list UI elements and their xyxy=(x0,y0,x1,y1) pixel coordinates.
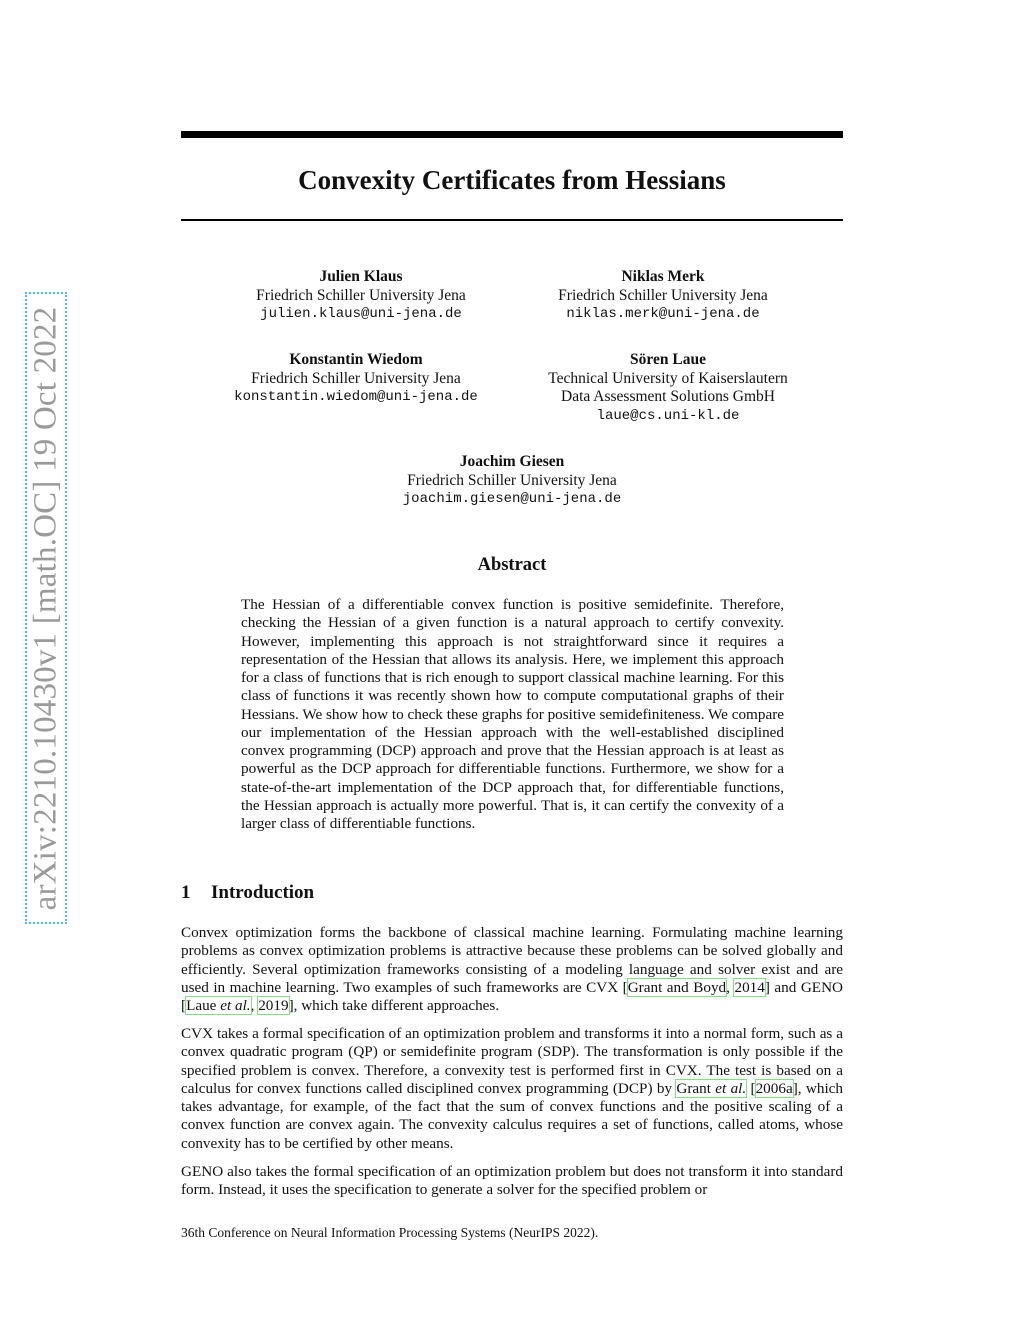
section-number: 1 xyxy=(181,882,191,903)
arxiv-id: arXiv:2210.10430v1 [math.OC] 19 Oct 2022 xyxy=(27,306,64,910)
section-heading xyxy=(181,882,843,904)
citation-etal: et al. xyxy=(220,997,251,1014)
citation-author: Laue xyxy=(186,997,221,1014)
paper-title: Convexity Certificates from Hessians xyxy=(298,165,726,195)
arxiv-stamp xyxy=(25,292,67,924)
author-affiliation-secondary: Data Assessment Solutions GmbH xyxy=(561,388,775,405)
paragraph-text: , xyxy=(726,978,735,996)
author-block xyxy=(498,351,838,425)
citation-link[interactable] xyxy=(676,1080,746,1097)
author-email[interactable]: laue@cs.uni-kl.de xyxy=(596,407,740,424)
author-affiliation: Friedrich Schiller University Jena xyxy=(251,369,461,387)
paragraph-text: [ xyxy=(746,1079,756,1097)
citation-author: Grant xyxy=(676,1079,716,1097)
section-title: Introduction xyxy=(211,882,315,903)
title-rule-bottom xyxy=(181,219,843,221)
citation-link[interactable]: 2019 xyxy=(258,997,289,1014)
author-block xyxy=(493,268,833,324)
citation-link[interactable]: 2014 xyxy=(734,978,765,996)
author-affiliation: Friedrich Schiller University Jena xyxy=(558,286,768,304)
author-block xyxy=(191,268,531,324)
title-rule-top xyxy=(181,131,843,138)
author-block xyxy=(342,453,682,509)
paragraph-text: , xyxy=(250,997,259,1014)
abstract-heading: Abstract xyxy=(477,555,547,575)
citation-link[interactable]: 2006a xyxy=(755,1079,793,1097)
author-email[interactable]: julien.klaus@uni-jena.de xyxy=(260,306,462,322)
intro-paragraph-1 xyxy=(181,924,843,1015)
author-name: Julien Klaus xyxy=(319,268,403,285)
abstract-text: The Hessian of a differentiable convex function is positive semidefinite. Therefore, checking the Hessian of a given function is a natural approach to certify convexity. However, implementing this approach is not straightforward since it requires a representation of the Hessian that allows its analysis. Here, we implement this approach for a class of functions that is rich enough to support classical machine learning. For this class of functions it was recently shown how to compute computational graphs of their Hessians. We show how to check these graphs for positive semidefiniteness. We compare our implementation of the Hessian approach with the well-established disciplined convex programming (DCP) approach and prove that the Hessian approach is at least as powerful as the DCP approach for differentiable functions. Furthermore, we show for a state-of-the-art implementation of the DCP approach that, for differentiable functions, the Hessian approach is actually more powerful. That is, it can certify the convexity of a larger class of differentiable functions. xyxy=(241,596,784,832)
author-name: Niklas Merk xyxy=(621,268,705,285)
citation-etal: et al. xyxy=(715,1079,747,1097)
conference-footnote: 36th Conference on Neural Information Processing Systems (NeurIPS 2022). xyxy=(181,1225,599,1240)
author-name: Konstantin Wiedom xyxy=(289,351,423,368)
paragraph-text: ] and GENO [ xyxy=(181,978,844,1014)
paragraph-text: ], which takes advantage, for example, of the fact that the sum of convex functions and the positive scaling of a convex function are convex again. The convexity calculus requires a set of functions, called atoms, whose convexity has to be certified by other means. xyxy=(181,1079,843,1152)
intro-paragraph-2 xyxy=(181,1025,843,1153)
author-name: Sören Laue xyxy=(630,351,706,368)
paragraph-text: Convex optimization forms the backbone of classical machine learning. Formulating machine learning problems as convex optimization problems is attractive because these problems can be solved globally and efficiently. Several optimization frameworks consisting of a modeling language and solver exist and are used in machine learning. Two examples of such frameworks are CVX [ xyxy=(181,924,843,996)
paragraph-text: ], which take different approaches. xyxy=(288,997,500,1014)
author-email[interactable]: konstantin.wiedom@uni-jena.de xyxy=(234,389,478,405)
citation-link[interactable]: Grant and Boyd xyxy=(627,978,727,996)
intro-paragraph-3: GENO also takes the formal specification of an optimization problem but does not transform it into standard form. Instead, it uses the specification to generate a solver for the specified problem or xyxy=(181,1163,843,1199)
author-block xyxy=(186,351,526,407)
author-affiliation: Friedrich Schiller University Jena xyxy=(256,286,466,304)
citation-link[interactable] xyxy=(186,997,251,1014)
author-email[interactable]: joachim.giesen@uni-jena.de xyxy=(402,491,622,507)
paragraph-text: CVX takes a formal specification of an optimization problem and transforms it into a normal form, such as a convex quadratic program (QP) or semidefinite program (SDP). The transformation is only possible if the specified problem is convex. Therefore, a convexity test is performed first in CVX. The test is based on a calculus for convex functions called disciplined convex programming (DCP) by xyxy=(181,1025,843,1097)
author-email[interactable]: niklas.merk@uni-jena.de xyxy=(566,306,760,322)
author-affiliation: Friedrich Schiller University Jena xyxy=(407,471,617,489)
author-name: Joachim Giesen xyxy=(459,453,565,470)
author-affiliation: Technical University of Kaiserslautern xyxy=(548,369,788,387)
